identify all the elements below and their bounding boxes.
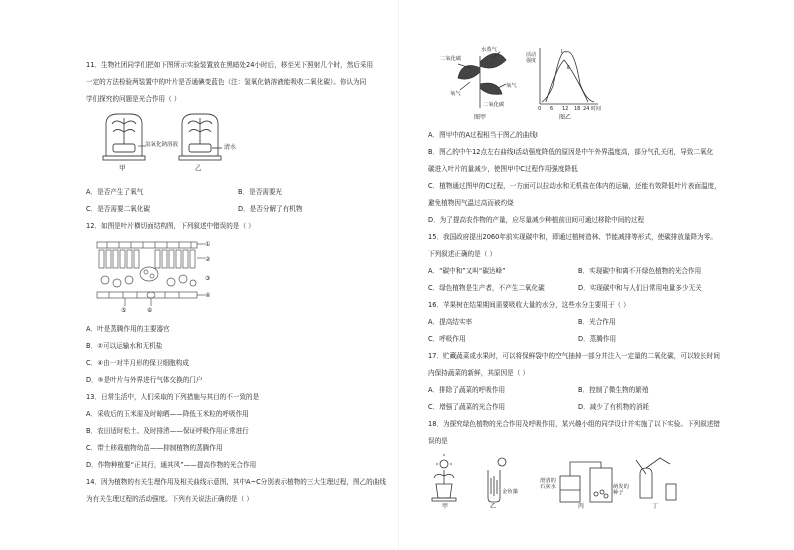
q14-option-a[interactable]: A．图甲中的A过程相当于图乙的曲线Ⅰ [428,131,538,139]
q11-stem-line2: 一定的方法检验两装置中的叶片是否通碘变蓝色（注：氢氧化钠溶液能吸收二氧化碳）。你认为同 [86,78,367,86]
q14-option-b-line1[interactable]: B．图乙的中午12点左右曲线Ⅰ活动强度降低的原因是中午外界温度高，部分气孔关闭，导致二氧化 [428,148,714,156]
curve-2-label: Ⅱ [567,65,570,71]
q11-option-d[interactable]: D．是否分解了有机物 [238,205,303,213]
q14-option-c-line2: 避免植物因气温过高而被灼烧 [428,199,514,207]
jar-left [103,114,145,160]
q16-option-b[interactable]: B．光合作用 [578,318,616,326]
oxygen-right-label: 氧气 [506,83,517,89]
x-axis-unit: 时间 [591,106,602,112]
label-5: ⑤ [121,307,127,314]
q17-option-d[interactable]: D．减少了有机物的消耗 [578,403,650,411]
x-tick-12: 12 [562,106,569,112]
q16-option-c[interactable]: C．呼吸作用 [428,335,466,343]
q17-option-a[interactable]: A．排除了蔬菜的呼吸作用 [428,386,506,394]
q14-option-b-line2: 碳进入叶片的量减少，使图甲中C过程作用强度降低 [428,165,578,173]
caption-tu-jia: 图甲 [474,114,487,121]
q11-stem-line1: 11．生物社团同学们把如下图所示实验装置放在黑暗处24小时后，移至光下照射几个时，然后采用 [86,61,374,69]
q17-stem-line2: 内保持蔬菜的新鲜，其原因是（ ） [428,369,530,377]
label-germinating-seeds: 萌发的种子 [613,484,629,496]
caption-18-bing: 丙 [578,503,585,510]
setup-bing [560,462,612,502]
label-hornwort: 金鱼藻 [502,489,518,495]
q15-option-d[interactable]: D．实现碳中和与人们日常用电量多少无关 [578,284,702,292]
y-axis-label: 活动强度 [526,52,537,64]
label-limewater: 澄清的石灰水 [540,478,556,490]
page-divider [398,0,399,550]
q18-experiment-figure [430,454,690,510]
label-2: ② [205,256,211,263]
q11-bell-jar-figure [100,106,270,178]
q11-option-b[interactable]: B．是否需要光 [238,188,283,196]
x-tick-18: 18 [574,106,581,112]
q12-stem: 12．如图是叶片横切面结构图，下列叙述中错误的是（ ） [86,222,255,230]
q15-option-c[interactable]: C．绿色植物是生产者，不产生二氧化碳 [428,284,545,292]
caption-18-jia: 甲 [442,503,449,510]
q14-stem-line1: 14．因为植物的有关生理作用及相关曲线示意图，其中A~C分别表示植物的三大生理过程，图乙的曲线 [86,478,386,486]
x-tick-24: 24 [583,106,590,112]
q11-option-c[interactable]: C．是否需要二氧化碳 [86,205,150,213]
co2-top-label: 二氧化碳 [440,56,462,62]
q17-stem-line1: 17．贮藏蔬菜或水果时，可以将保鲜袋中的空气抽掉一部分并注入一定量的二氧化碳，可以较长时间 [428,352,720,360]
q15-stem-line2: 下列叙述正确的是（ ） [428,250,497,258]
water-label: 清水 [224,144,237,151]
setup-jia [432,454,456,501]
q12-option-b[interactable]: B．②可以运输水和无机盐 [86,342,163,350]
x-tick-6: 6 [550,106,554,112]
q16-option-d[interactable]: D．蒸腾作用 [578,335,617,343]
q14-stem-line2: 为有关生理过程的活动强度。下列有关说法正确的是（ ） [86,495,253,503]
q12-option-a[interactable]: A．叶是蒸腾作用的主要器官 [86,325,170,333]
caption-tu-yi: 图乙 [559,114,572,121]
q13-option-a[interactable]: A．采收后的玉米需及时晾晒——降低玉米粒的呼吸作用 [86,410,249,418]
label-6: ⑥ [147,307,153,314]
setup-ding [636,458,676,500]
q11-stem-line3: 学们探究的问题是光合作用（ ） [86,95,181,103]
q13-option-c[interactable]: C．带土移栽植物幼苗——抑制植物的蒸腾作用 [86,444,223,452]
curve-1-label: Ⅰ [561,49,563,55]
label-1: ① [205,241,211,248]
jar-right [179,114,222,160]
q14-figure [440,38,600,120]
q15-stem-line1: 15．我国政府提出2060年前实现碳中和，即通过植树造林、节能减排等形式，使碳排放量降为零。 [428,233,717,241]
q12-option-d[interactable]: D．⑤是叶片与外界进行气体交换的门户 [86,376,203,384]
q14-option-c-line1[interactable]: C．植物通过图甲的C过程，一方面可以拉动水和无机盐在体内的运输，还能有效降低叶片表面温度， [428,182,721,190]
q16-option-a[interactable]: A．提高结实率 [428,318,473,326]
q17-option-c[interactable]: C．增强了蔬菜的光合作用 [428,403,506,411]
caption-yi: 乙 [195,164,202,172]
q16-stem: 16．苹果树在结果期间需要吸收大量的水分，这些水分主要用于（ ） [428,301,630,309]
q14-option-d[interactable]: D．为了提高农作物的产量，应尽量减少种植前田间可通过移除中间的过程 [428,216,645,224]
q15-option-a[interactable]: A．“碳中和”又叫“碳达峰” [428,267,506,275]
naoh-label: 氢氧化钠溶液 [145,142,179,148]
oxygen-label: 氧气 [450,91,461,97]
water-vapor-label: 水蒸气 [481,47,497,53]
q18-stem-line2: 误的是 [428,437,448,445]
caption-jia: 甲 [119,164,126,172]
co2-bottom-label: 二氧化碳 [483,102,505,108]
q18-stem-line1: 18．为探究绿色植物的光合作用及呼吸作用，某兴趣小组的同学设计并实施了以下实验。下列叙述错 [428,420,720,428]
plant-drawing [458,52,506,108]
label-4: ④ [205,292,211,299]
q11-option-a[interactable]: A．是否产生了氧气 [86,188,144,196]
q13-option-b[interactable]: B．农田适时松土、及时排涝——保证呼吸作用正常进行 [86,427,249,435]
x-tick-0: 0 [538,106,542,112]
label-3: ③ [205,275,211,282]
q15-option-b[interactable]: B．实现碳中和离不开绿色植物的光合作用 [578,267,702,275]
caption-18-ding: 丁 [652,503,659,510]
activity-chart [540,48,598,104]
q12-option-c[interactable]: C．④由一对半月形的保卫细胞构成 [86,359,189,367]
right-column [400,0,794,550]
q13-option-d[interactable]: D．作物种植要“正其行，通其风”——提高作物的光合作用 [86,461,257,469]
q12-leaf-section-figure [95,238,225,318]
q17-option-b[interactable]: B．控制了微生物的繁殖 [578,386,649,394]
caption-18-yi: 乙 [490,503,497,510]
q13-stem: 13．日常生活中，人们采取的下列措施与其目的不一致的是 [86,393,260,401]
